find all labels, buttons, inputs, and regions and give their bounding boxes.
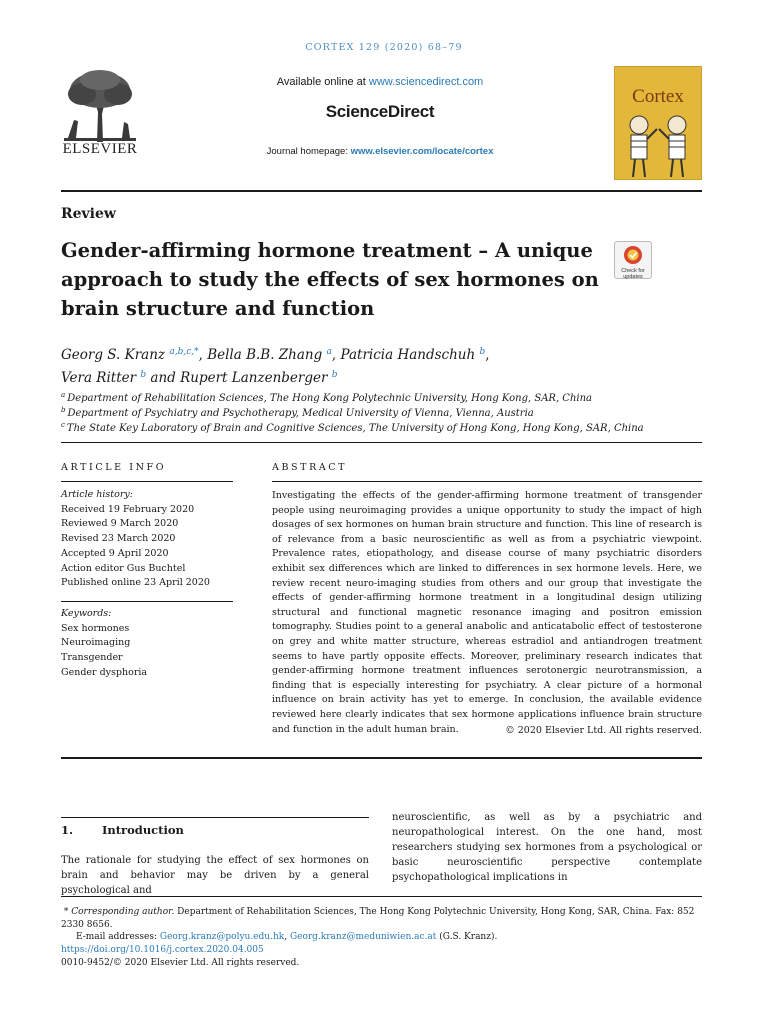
affiliation-key: c bbox=[61, 421, 65, 429]
affiliation-text: Department of Psychiatry and Psychotherapy, Medical University of Vienna, Vienna, Austria bbox=[67, 408, 534, 419]
author-name[interactable]: Georg S. Kranz bbox=[61, 347, 166, 363]
journal-cover-image[interactable] bbox=[614, 66, 702, 180]
section-title: Introduction bbox=[102, 823, 184, 837]
history-item: Revised 23 March 2020 bbox=[61, 533, 176, 545]
author-separator: , bbox=[331, 347, 341, 363]
abstract-end-divider bbox=[61, 757, 702, 759]
abstract-heading: ABSTRACT bbox=[272, 462, 348, 473]
article-history bbox=[61, 488, 233, 591]
email-separator: , bbox=[284, 932, 290, 942]
author-affiliation-marks[interactable]: b bbox=[331, 370, 338, 380]
keyword[interactable]: Sex hormones bbox=[61, 622, 130, 634]
running-head: CORTEX 129 (2020) 68–79 bbox=[305, 42, 463, 53]
keyword[interactable]: Neuroimaging bbox=[61, 637, 131, 649]
cover-title: Cortex bbox=[632, 86, 684, 107]
publisher-name: ELSEVIER bbox=[62, 141, 138, 157]
email-link[interactable]: Georg.kranz@polyu.edu.hk bbox=[159, 932, 285, 942]
keywords bbox=[61, 607, 233, 681]
affiliation-key: a bbox=[61, 391, 66, 399]
corresponding-label: Corresponding author. bbox=[71, 907, 175, 917]
keywords-rule bbox=[61, 601, 233, 602]
info-divider bbox=[61, 442, 702, 443]
author-name[interactable]: Bella B.B. Zhang bbox=[207, 347, 323, 363]
history-item: Reviewed 9 March 2020 bbox=[61, 518, 179, 530]
check-updates-label: Check for updates bbox=[621, 268, 645, 280]
keyword[interactable]: Transgender bbox=[61, 652, 123, 664]
footnote-star: * bbox=[63, 907, 69, 917]
history-item: Action editor Gus Buchtel bbox=[61, 562, 186, 574]
title-line: Gender-affirming hormone treatment – A unique bbox=[61, 239, 593, 262]
available-online bbox=[150, 76, 610, 88]
author-separator: , bbox=[198, 347, 208, 363]
article-info-rule bbox=[61, 481, 233, 482]
homepage-link[interactable]: www.elsevier.com/locate/cortex bbox=[350, 146, 494, 157]
cover-illustration bbox=[619, 111, 699, 179]
section-heading-introduction bbox=[61, 823, 184, 837]
title-line: approach to study the effects of sex hormones on bbox=[61, 268, 599, 291]
article-info-heading: ARTICLE INFO bbox=[61, 462, 167, 473]
email-note bbox=[61, 931, 703, 944]
author-affiliation-marks[interactable]: a,b,c,* bbox=[169, 347, 199, 357]
title-line: brain structure and function bbox=[61, 297, 375, 320]
available-prefix: Available online at bbox=[276, 76, 369, 88]
article-title bbox=[61, 236, 601, 323]
doi-link[interactable]: https://doi.org/10.1016/j.cortex.2020.04.005 bbox=[61, 945, 264, 955]
intro-rule bbox=[61, 817, 369, 818]
affiliation bbox=[61, 418, 644, 436]
article-type: Review bbox=[61, 206, 116, 222]
author-affiliation-marks[interactable]: b bbox=[479, 347, 486, 357]
journal-homepage bbox=[150, 146, 610, 157]
corresponding-text: Department of Rehabilitation Sciences, The Hong Kong Polytechnic University, Hong Kong, SAR, China. Fax: 852 2330 8656. bbox=[61, 907, 695, 930]
affiliation-text: Department of Rehabilitation Sciences, The Hong Kong Polytechnic University, Hong Kong, SAR, China bbox=[67, 393, 592, 404]
footnote-divider bbox=[61, 896, 702, 897]
history-item: Accepted 9 April 2020 bbox=[61, 547, 169, 559]
author-name[interactable]: Vera Ritter bbox=[61, 370, 137, 386]
author-separator: and bbox=[146, 370, 181, 386]
email-label: E-mail addresses: bbox=[76, 932, 160, 942]
section-number: 1. bbox=[61, 823, 74, 837]
history-item: Received 19 February 2020 bbox=[61, 503, 195, 515]
author-name[interactable]: Rupert Lanzenberger bbox=[180, 370, 328, 386]
intro-right-column: neuroscientific, as well as by a psychiatric and neuropathological interest. On the one hand, most researchers studying sex hormones from a psychological or basic neuroscientific perspective contemplate psychopathological implications in bbox=[392, 812, 702, 883]
intro-left-column: The rationale for studying the effect of sex hormones on brain and behavior may be driven by a general psychological and bbox=[61, 855, 369, 896]
abstract-rule bbox=[272, 481, 702, 482]
corresponding-author-note bbox=[61, 906, 703, 932]
affiliation-text: The State Key Laboratory of Brain and Cognitive Sciences, The University of Hong Kong, Hong Kong, SAR, China bbox=[66, 423, 644, 434]
keywords-label: Keywords: bbox=[61, 608, 112, 619]
homepage-prefix: Journal homepage: bbox=[266, 146, 351, 157]
check-for-updates-button[interactable] bbox=[614, 241, 652, 279]
abstract-body: Investigating the effects of the gender-affirming hormone treatment of transgender people using neuroimaging provides a unique opportunity to study the impact of high dosages of sex hormones on human brain structure and function. This line of research is of relevance from a basic neuroscientific as well as from a psychiatric viewpoint. Prevalence rates, etiopathology, and disease course of many psychiatric disorders exhibit sex differences which are linked to differences in sex hormone levels. Here, we review recent neuro-imaging studies from others and our group that investigate the effects of gender-affirming hormone treatment in a longitudinal design utilizing structural and functional magnetic resonance imaging and positron emission tomography. Studies point to a general anabolic and anticatabolic effect of testosterone on grey and white matter structure, whereas estradiol and antiandrogen treatment seems to have partly opposite effects. Moreover, preliminary research indicates that gender-affirming hormone treatment influences serotonergic neurotransmission, a finding that is especially interesting for psychiatry. A clear picture of a hormonal influence on brain activity has yet to emerge. In conclusion, the available evidence reviewed here clearly indicates that sex hormone applications influence brain structure and function in the adult human brain. bbox=[272, 490, 702, 735]
author-affiliation-marks[interactable]: a bbox=[326, 347, 332, 357]
platform-name: ScienceDirect bbox=[325, 102, 435, 121]
sciencedirect-link[interactable]: www.sciencedirect.com bbox=[368, 76, 484, 88]
affiliation-key: b bbox=[61, 406, 66, 414]
history-item: Published online 23 April 2020 bbox=[61, 577, 210, 589]
history-label: Article history: bbox=[61, 489, 133, 500]
author-separator: , bbox=[485, 347, 490, 363]
doi-note bbox=[61, 944, 703, 957]
author-name[interactable]: Patricia Handschuh bbox=[340, 347, 476, 363]
header-divider bbox=[61, 190, 702, 192]
check-updates-icon bbox=[615, 244, 651, 268]
issn-note: 0010-9452/© 2020 Elsevier Ltd. All rights reserved. bbox=[61, 958, 300, 968]
email-link[interactable]: Georg.kranz@meduniwien.ac.at bbox=[289, 932, 437, 942]
author-list bbox=[61, 342, 621, 388]
email-suffix: (G.S. Kranz). bbox=[436, 932, 498, 942]
author-affiliation-marks[interactable]: b bbox=[140, 370, 147, 380]
keyword[interactable]: Gender dysphoria bbox=[61, 666, 148, 678]
abstract-copyright: © 2020 Elsevier Ltd. All rights reserved. bbox=[505, 725, 702, 736]
